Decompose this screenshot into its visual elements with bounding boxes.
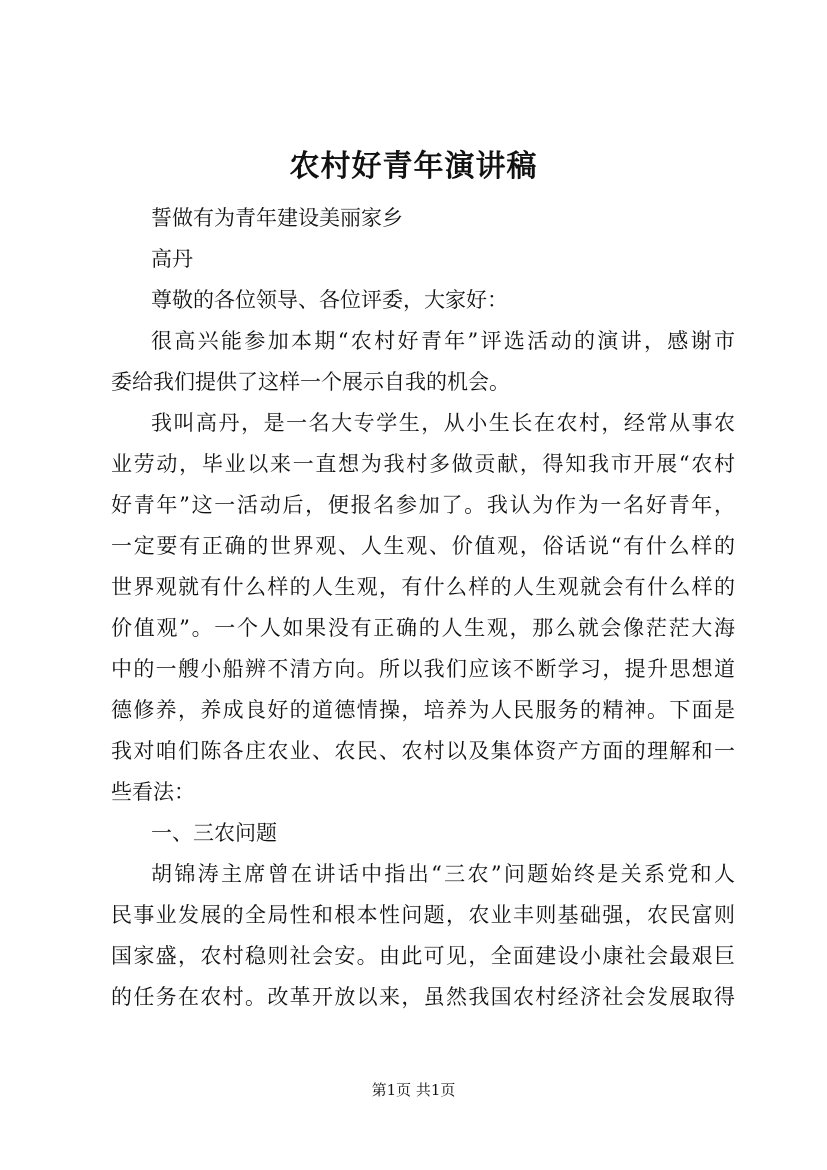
author-text: 高丹 <box>151 247 193 271</box>
paragraph-line <box>111 403 735 444</box>
paragraph-line <box>111 854 735 895</box>
paragraph-line <box>111 321 735 362</box>
paragraph-text: 一定要有正确的世界观、人生观、价值观，俗话说“有什么样的 <box>111 534 735 558</box>
paragraph-text: 中的一艘小船辨不清方向。所以我们应该不断学习，提升思想道 <box>111 657 735 681</box>
section-heading-line <box>111 813 735 854</box>
paragraph-text: 世界观就有什么样的人生观，有什么样的人生观就会有什么样的 <box>111 575 735 599</box>
paragraph-line <box>111 608 735 649</box>
paragraph-line <box>111 362 735 403</box>
paragraph-text: 民事业发展的全局性和根本性问题，农业丰则基础强，农民富则 <box>111 903 735 927</box>
page-footer: 第1页 共1页 <box>371 1081 456 1099</box>
subtitle-text: 誓做有为青年建设美丽家乡 <box>151 206 403 230</box>
paragraph-text: 好青年”这一活动后，便报名参加了。我认为作为一名好青年， <box>111 493 735 517</box>
paragraph-text: 我对咱们陈各庄农业、农民、农村以及集体资产方面的理解和一 <box>111 739 735 763</box>
document-body <box>111 198 735 1018</box>
paragraph-line <box>111 690 735 731</box>
paragraph-line <box>111 526 735 567</box>
paragraph-line <box>111 772 735 813</box>
paragraph-text: 德修养，养成良好的道德情操，培养为人民服务的精神。下面是 <box>111 698 735 722</box>
author-line <box>111 239 735 280</box>
document-title: 农村好青年演讲稿 <box>289 149 538 184</box>
paragraph-text: 的任务在农村。改革开放以来，虽然我国农村经济社会发展取得 <box>111 985 735 1009</box>
paragraph-line <box>111 444 735 485</box>
section-heading: 一、三农问题 <box>151 821 277 845</box>
paragraph-line <box>111 936 735 977</box>
paragraph-line <box>111 485 735 526</box>
paragraph-line <box>111 895 735 936</box>
greeting-text: 尊敬的各位领导、各位评委，大家好： <box>151 288 508 312</box>
paragraph-line <box>111 731 735 772</box>
paragraph-line <box>111 977 735 1018</box>
paragraph-text: 我叫高丹，是一名大专学生，从小生长在农村，经常从事农 <box>151 411 735 435</box>
subtitle-line <box>111 198 735 239</box>
paragraph-text: 价值观”。一个人如果没有正确的人生观，那么就会像茫茫大海 <box>111 616 735 640</box>
paragraph-text: 国家盛，农村稳则社会安。由此可见，全面建设小康社会最艰巨 <box>111 944 735 968</box>
paragraph-text: 胡锦涛主席曾在讲话中指出“三农”问题始终是关系党和人 <box>151 862 735 886</box>
paragraph-text: 业劳动，毕业以来一直想为我村多做贡献，得知我市开展“农村 <box>111 452 735 476</box>
paragraph-text: 委给我们提供了这样一个展示自我的机会。 <box>111 370 510 394</box>
paragraph-text: 很高兴能参加本期“农村好青年”评选活动的演讲，感谢市 <box>151 329 735 353</box>
greeting-line <box>111 280 735 321</box>
paragraph-line <box>111 567 735 608</box>
paragraph-text: 些看法： <box>111 780 195 804</box>
paragraph-line <box>111 649 735 690</box>
